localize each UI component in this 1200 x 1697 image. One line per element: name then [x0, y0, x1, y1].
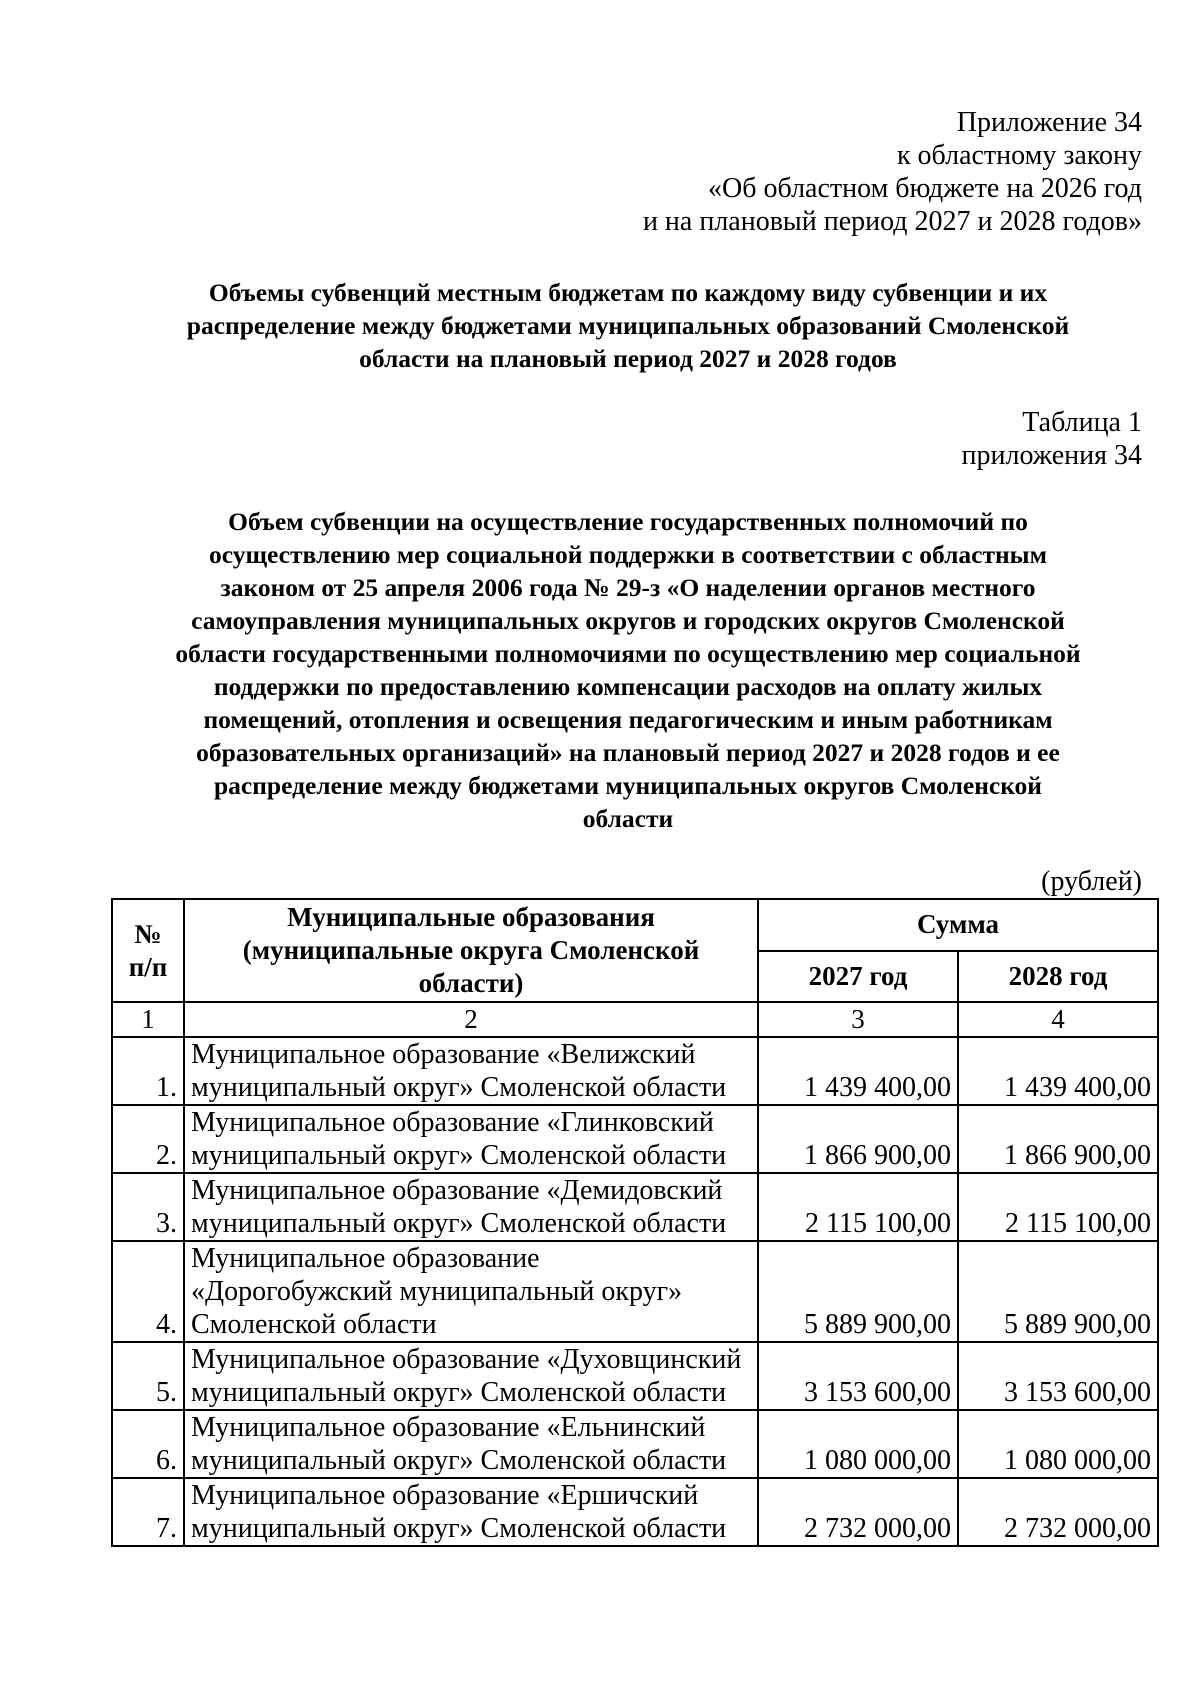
header-municipality-line: области)	[418, 968, 524, 998]
title-line: распределение между бюджетами муниципальных образований Смоленской	[186, 311, 1070, 340]
appendix-line: к областному закону	[896, 140, 1142, 171]
municipality-name-line: муниципальный округ» Смоленской области	[191, 1377, 727, 1408]
column-number: 2	[184, 1002, 758, 1037]
header-number-line: №	[134, 918, 162, 949]
amount-2027: 3 153 600,00	[758, 1342, 958, 1410]
appendix-reference	[643, 106, 1142, 238]
table-title-line: области государственными полномочиями по осуществлению мер социальной	[175, 639, 1081, 668]
row-number: 2.	[112, 1105, 184, 1173]
title-line: области на плановый период 2027 и 2028 годов	[359, 344, 897, 373]
header-number	[112, 899, 184, 1002]
table-row	[112, 1410, 1158, 1478]
municipality-name-line: муниципальный округ» Смоленской области	[191, 1445, 727, 1476]
table-row	[112, 1105, 1158, 1173]
subvention-table	[111, 898, 1159, 1547]
row-number: 3.	[112, 1173, 184, 1241]
municipality-name-line: муниципальный округ» Смоленской области	[191, 1140, 727, 1171]
title-line: Объемы субвенций местным бюджетам по каждому виду субвенции и их	[208, 278, 1048, 307]
municipality-name-line: Муниципальное образование	[191, 1243, 540, 1274]
table-row	[112, 1037, 1158, 1105]
units-label: (рублей)	[1041, 866, 1142, 897]
column-number: 4	[958, 1002, 1158, 1037]
municipality-name	[184, 1105, 758, 1173]
header-municipality-line: (муниципальные округа Смоленской	[242, 935, 700, 965]
table-title-line: законом от 25 апреля 2006 года № 29-з «О наделении органов местного	[220, 573, 1036, 602]
table-reference	[962, 406, 1143, 472]
appendix-line: и на плановый период 2027 и 2028 годов»	[642, 206, 1142, 237]
table-title-line: распределение между бюджетами муниципальных округов Смоленской	[213, 771, 1042, 800]
municipality-name	[184, 1173, 758, 1241]
amount-2027: 2 115 100,00	[758, 1173, 958, 1241]
municipality-name	[184, 1478, 758, 1546]
amount-2027: 2 732 000,00	[758, 1478, 958, 1546]
municipality-name-line: Муниципальное образование «Ельнинский	[191, 1412, 706, 1443]
table-title-line: поддержки по предоставлению компенсации расходов на оплату жилых	[213, 672, 1043, 701]
municipality-name-line: «Дорогобужский муниципальный округ»	[191, 1276, 683, 1307]
appendix-line: Приложение 34	[956, 107, 1142, 138]
table-ref-line: приложения 34	[961, 440, 1142, 471]
header-number-line: п/п	[128, 951, 168, 982]
column-number-row	[112, 1002, 1158, 1037]
row-number: 5.	[112, 1342, 184, 1410]
municipality-name-line: Смоленской области	[191, 1309, 437, 1340]
amount-2028: 5 889 900,00	[958, 1241, 1158, 1342]
amount-2028: 1 866 900,00	[958, 1105, 1158, 1173]
header-municipality	[184, 899, 758, 1002]
municipality-name-line: Муниципальное образование «Глинковский	[191, 1107, 714, 1138]
row-number: 4.	[112, 1241, 184, 1342]
municipality-name-line: муниципальный округ» Смоленской области	[191, 1072, 727, 1103]
table-title-line: самоуправления муниципальных округов и городских округов Смоленской	[191, 606, 1065, 635]
amount-2027: 1 439 400,00	[758, 1037, 958, 1105]
table-title-line: помещений, отопления и освещения педагогическим и иным работникам	[203, 705, 1053, 734]
municipality-name-line: муниципальный округ» Смоленской области	[191, 1208, 727, 1239]
document-title	[110, 276, 1146, 375]
table-row	[112, 1478, 1158, 1546]
table-ref-line: Таблица 1	[1022, 407, 1142, 438]
municipality-name	[184, 1342, 758, 1410]
municipality-name	[184, 1241, 758, 1342]
table-row	[112, 1241, 1158, 1342]
column-number: 3	[758, 1002, 958, 1037]
table-title	[110, 505, 1146, 835]
table-title-line: осуществлению мер социальной поддержки в соответствии с областным	[209, 540, 1047, 569]
column-number: 1	[112, 1002, 184, 1037]
row-number: 6.	[112, 1410, 184, 1478]
table-title-line: области	[582, 804, 674, 833]
header-year-2027: 2027 год	[758, 951, 958, 1003]
amount-2028: 2 732 000,00	[958, 1478, 1158, 1546]
amount-2027: 5 889 900,00	[758, 1241, 958, 1342]
table-row	[112, 1342, 1158, 1410]
appendix-line: «Об областном бюджете на 2026 год	[708, 173, 1142, 204]
row-number: 1.	[112, 1037, 184, 1105]
amount-2027: 1 866 900,00	[758, 1105, 958, 1173]
amount-2027: 1 080 000,00	[758, 1410, 958, 1478]
header-year-2028: 2028 год	[958, 951, 1158, 1003]
municipality-name-line: Муниципальное образование «Демидовский	[191, 1175, 723, 1206]
municipality-name	[184, 1410, 758, 1478]
table-header-row	[112, 899, 1158, 951]
municipality-name-line: Муниципальное образование «Духовщинский	[191, 1344, 742, 1375]
amount-2028: 1 080 000,00	[958, 1410, 1158, 1478]
amount-2028: 3 153 600,00	[958, 1342, 1158, 1410]
municipality-name-line: муниципальный округ» Смоленской области	[191, 1513, 727, 1544]
amount-2028: 1 439 400,00	[958, 1037, 1158, 1105]
municipality-name	[184, 1037, 758, 1105]
table-title-line: Объем субвенции на осуществление государственных полномочий по	[228, 507, 1028, 536]
header-municipality-line: Муниципальные образования	[287, 902, 655, 932]
amount-2028: 2 115 100,00	[958, 1173, 1158, 1241]
municipality-name-line: Муниципальное образование «Велижский	[191, 1039, 696, 1070]
row-number: 7.	[112, 1478, 184, 1546]
header-sum: Сумма	[758, 899, 1158, 951]
table-title-line: образовательных организаций» на плановый период 2027 и 2028 годов и ее	[196, 738, 1060, 767]
table-row	[112, 1173, 1158, 1241]
municipality-name-line: Муниципальное образование «Ершичский	[191, 1480, 699, 1511]
